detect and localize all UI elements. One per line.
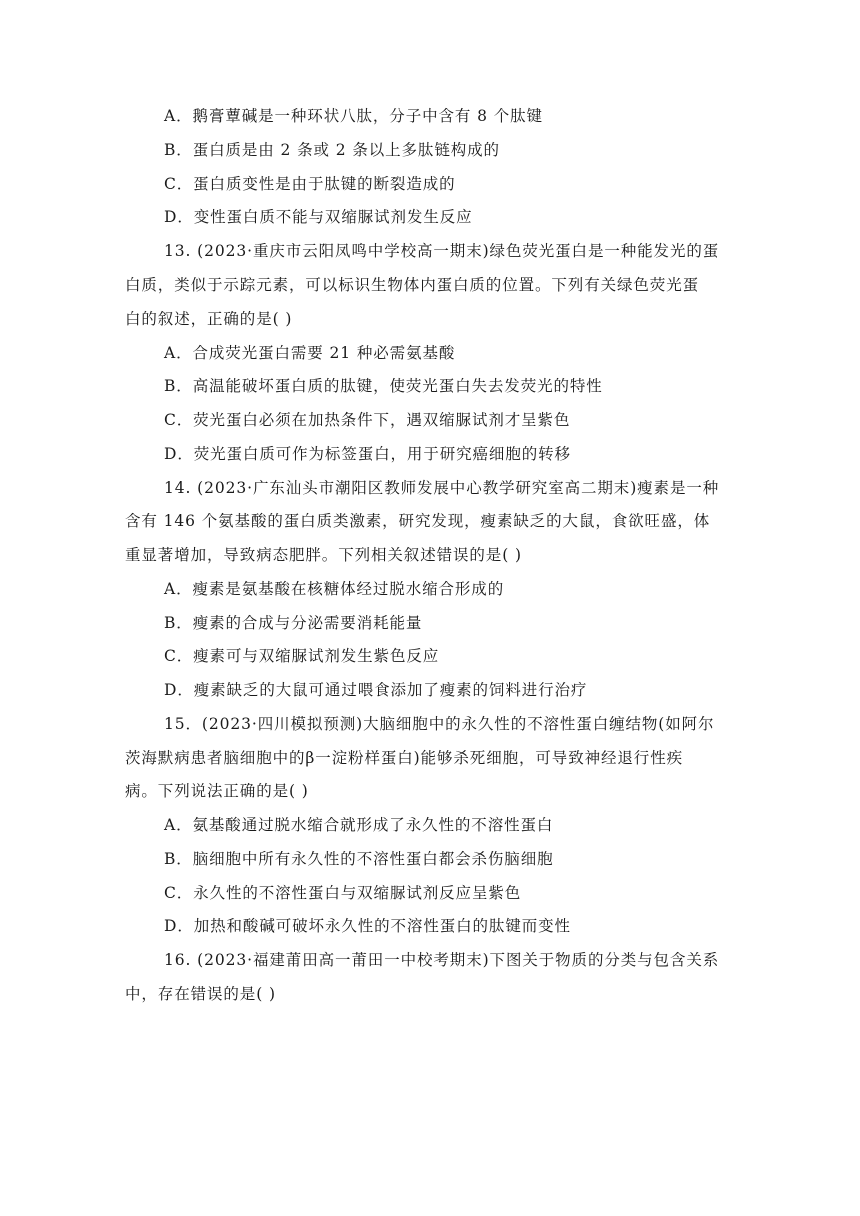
q13-option-d: D．荧光蛋白质可作为标签蛋白，用于研究癌细胞的转移 (164, 445, 571, 463)
q13-stem-line-3: 白的叙述，正确的是( ) (125, 310, 293, 328)
q14-option-c: C．瘦素可与双缩脲试剂发生紫色反应 (164, 647, 440, 665)
q13-option-a: A．合成荧光蛋白需要 21 种必需氨基酸 (164, 344, 456, 362)
q16-stem-line-2: 中，存在错误的是( ) (125, 985, 276, 1003)
q14-stem-line-3: 重显著增加，导致病态肥胖。下列相关叙述错误的是( ) (125, 546, 522, 564)
q13-option-c: C．荧光蛋白必须在加热条件下，遇双缩脲试剂才呈紫色 (164, 411, 571, 429)
q15-option-d: D．加热和酸碱可破坏永久性的不溶性蛋白的肽键而变性 (164, 917, 571, 935)
q13-stem-line-1: 13. (2023·重庆市云阳凤鸣中学校高一期末)绿色荧光蛋白是一种能发光的蛋 (164, 242, 720, 260)
q15-option-b: B．脑细胞中所有永久性的不溶性蛋白都会杀伤脑细胞 (164, 850, 554, 868)
q12-option-d: D．变性蛋白质不能与双缩脲试剂发生反应 (164, 208, 473, 226)
q14-stem-line-2: 含有 146 个氨基酸的蛋白质类激素，研究发现，瘦素缺乏的大鼠，食欲旺盛，体 (125, 512, 711, 530)
q12-option-b: B．蛋白质是由 2 条或 2 条以上多肽链构成的 (164, 141, 500, 159)
q13-option-b: B．高温能破坏蛋白质的肽键，使荧光蛋白失去发荧光的特性 (164, 377, 603, 395)
q15-option-a: A．氨基酸通过脱水缩合就形成了永久性的不溶性蛋白 (164, 816, 554, 834)
q15-option-c: C．永久性的不溶性蛋白与双缩脲试剂反应呈紫色 (164, 884, 522, 902)
q14-stem-line-1: 14. (2023·广东汕头市潮阳区教师发展中心教学研究室高二期末)瘦素是一种 (164, 479, 720, 497)
q14-option-a: A．瘦素是氨基酸在核糖体经过脱水缩合形成的 (164, 580, 505, 598)
q12-option-c: C．蛋白质变性是由于肽键的断裂造成的 (164, 175, 456, 193)
q16-stem-line-1: 16. (2023·福建莆田高一莆田一中校考期末)下图关于物质的分类与包含关系 (164, 951, 720, 969)
q15-stem-line-2: 茨海默病患者脑细胞中的β一淀粉样蛋白)能够杀死细胞，可导致神经退行性疾 (125, 749, 684, 767)
q15-stem-line-3: 病。下列说法正确的是( ) (125, 782, 309, 800)
q14-option-d: D．瘦素缺乏的大鼠可通过喂食添加了瘦素的饲料进行治疗 (164, 681, 588, 699)
q13-stem-line-2: 白质，类似于示踪元素，可以标识生物体内蛋白质的位置。下列有关绿色荧光蛋 (125, 276, 700, 294)
q14-option-b: B．瘦素的合成与分泌需要消耗能量 (164, 614, 423, 632)
q15-stem-line-1: 15．(2023·四川模拟预测)大脑细胞中的永久性的不溶性蛋白缠结物(如阿尔 (164, 715, 715, 733)
q12-option-a: A．鹅膏蕈碱是一种环状八肽，分子中含有 8 个肽键 (164, 107, 543, 125)
